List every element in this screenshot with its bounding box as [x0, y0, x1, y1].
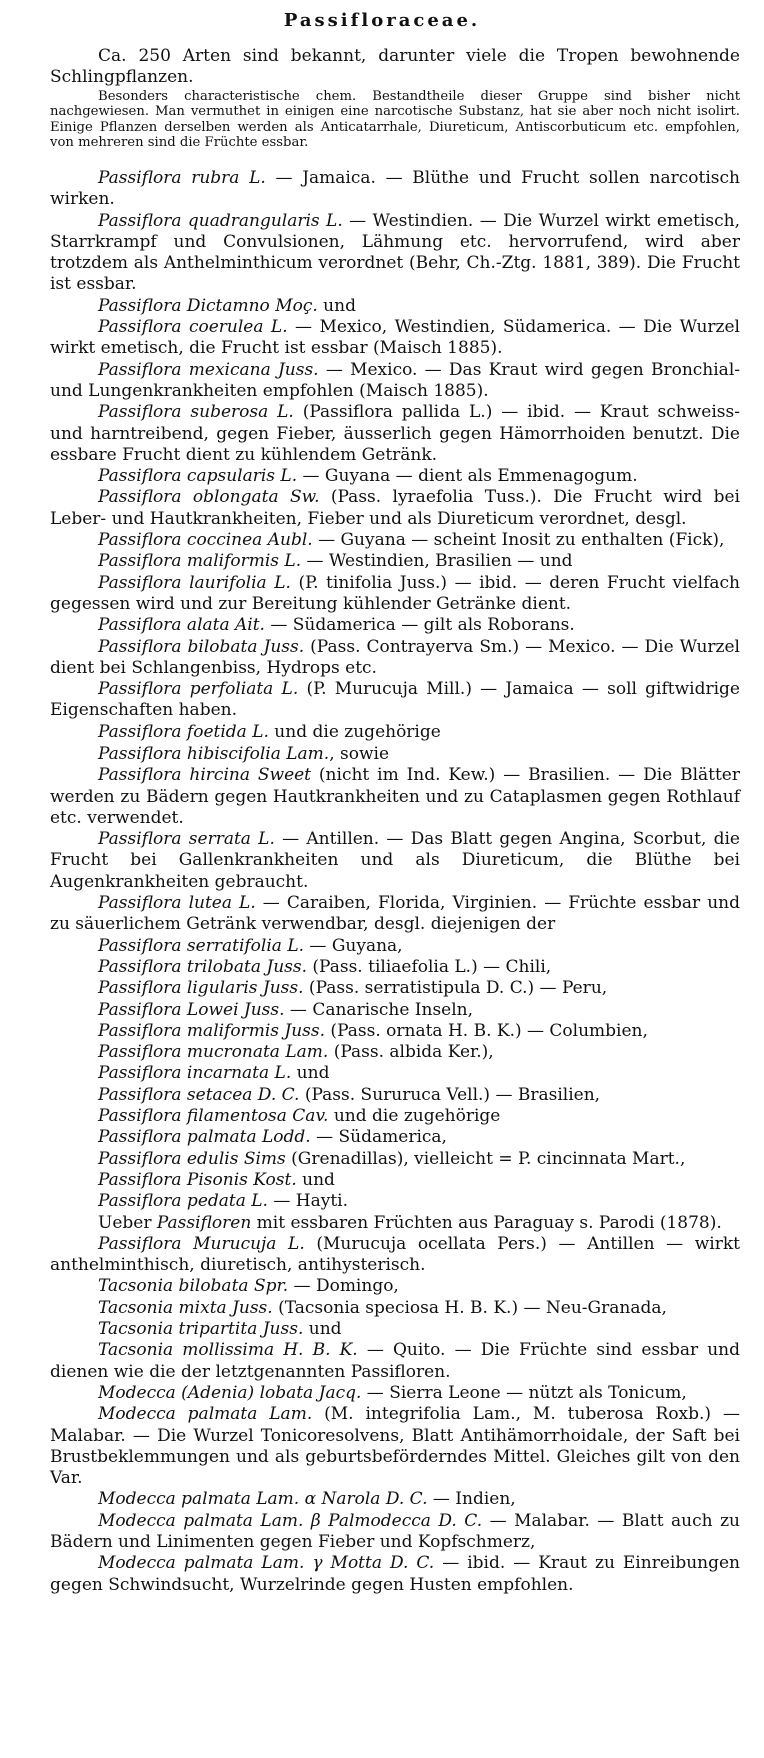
entry-paragraph [50, 1191, 740, 1212]
entry-paragraph [50, 1340, 740, 1383]
entry-paragraph [50, 551, 740, 572]
species-name: Passiflora ligularis Juss. [98, 978, 304, 999]
entry-paragraph [50, 1404, 740, 1489]
species-name: Passiflora incarnata L. [98, 1063, 292, 1084]
species-name: Tacsonia bilobata Spr. [98, 1276, 289, 1297]
entry-text: (Pass. lyraefolia Tuss.). Die Frucht wird bei Leber- und Hautkrankheiten, Fieber und als Diureticum verordnet, desgl. [50, 487, 740, 529]
entry-paragraph [50, 573, 740, 616]
entry-paragraph [50, 466, 740, 487]
species-name: Modecca palmata Lam. α Narola D. C. [98, 1489, 428, 1510]
intro-section [50, 46, 740, 151]
species-name: Passiflora mexicana Juss. [98, 359, 319, 380]
entry-text: und [317, 295, 356, 316]
entry-paragraph [50, 1213, 740, 1234]
entry-paragraph [50, 317, 740, 360]
entry-paragraph [50, 487, 740, 530]
entry-paragraph [50, 978, 740, 999]
species-name: Passiflora hibiscifolia Lam. [98, 744, 330, 764]
species-name: Passiflora foetida L. [98, 721, 269, 742]
entry-text: (P. tinifolia Juss.) — ibid. — deren Frucht vielfach gegessen wird und zur Bereitung kühlender Getränke dient. [50, 572, 740, 614]
entry-text: — ibid. — Kraut zu Einreibungen gegen Schwindsucht, Wurzelrinde gegen Husten empfohlen. [50, 1553, 740, 1595]
entry-text: (nicht im Ind. Kew.) — Brasilien. — Die Blätter werden zu Bädern gegen Hautkrankheiten und zu Cataplasmen gegen Rothlauf etc. verwendet. [50, 765, 740, 828]
entry-text: (Passiflora pallida L.) — ibid. — Kraut schweiss- und harntreibend, gegen Fieber, äusserlich gegen Hämorrhoiden benutzt. Die essbare Frucht dient zu kühlendem Getränk. [50, 402, 740, 465]
species-name: Passiflora hircina Sweet [98, 765, 312, 786]
entry-text: mit essbaren Früchten aus Paraguay s. Parodi (1878). [251, 1212, 722, 1233]
species-name: Passiflora coerulea L. [98, 317, 288, 338]
species-name: Passiflora coccinea Aubl. [98, 530, 313, 551]
entry-paragraph [50, 1553, 740, 1596]
species-name: Passiflora Murucuja L. [98, 1233, 305, 1254]
entry-paragraph [50, 722, 740, 743]
species-name: Passiflora laurifolia L. [98, 572, 291, 593]
species-name: Passiflora oblongata Sw. [98, 487, 320, 508]
species-name: Passiflora Pisonis Kost. [98, 1169, 297, 1190]
entry-paragraph [50, 1000, 740, 1021]
entry-paragraph [50, 1319, 740, 1340]
entry-text: (Grenadillas), vielleicht = P. cincinnata Mart., [285, 1148, 686, 1169]
species-name: Passiflora alata Ait. [98, 615, 265, 636]
species-name: Passiflora edulis Sims [98, 1148, 286, 1169]
species-name: Passifloren [156, 1212, 252, 1233]
species-name: Passiflora perfoliata L. [98, 679, 299, 700]
species-name: Passiflora capsularis L. [98, 466, 298, 487]
entry-text: — Südamerica — gilt als Roborans. [264, 615, 575, 636]
species-name: Passiflora serrata L. [98, 829, 275, 850]
entry-paragraph [50, 1170, 740, 1191]
entry-paragraph [50, 679, 740, 722]
entry-paragraph [50, 1149, 740, 1170]
entry-paragraph [50, 530, 740, 551]
species-name: Passiflora rubra L. [98, 168, 266, 188]
species-name: Tacsonia mollissima H. B. K. [98, 1340, 358, 1361]
entry-text: (Tacsonia speciosa H. B. K.) — Neu-Granada, [272, 1297, 667, 1318]
entry-paragraph [50, 1063, 740, 1084]
entry-paragraph [50, 829, 740, 893]
entry-text: — Südamerica, [310, 1127, 447, 1148]
entry-text: und die zugehörige [328, 1106, 501, 1127]
entry-paragraph [50, 1085, 740, 1106]
entry-text: — Jamaica. — Blüthe und Frucht sollen narcotisch wirken. [50, 168, 740, 210]
entry-text: — Canarische Inseln, [284, 999, 474, 1020]
entry-text: und [291, 1063, 330, 1084]
species-name: Passiflora serratifolia L. [98, 935, 305, 956]
species-name: Passiflora maliformis L. [98, 551, 302, 572]
entry-paragraph [50, 744, 740, 765]
entry-prefix: Ueber [98, 1212, 157, 1233]
entry-paragraph [50, 893, 740, 936]
entry-text: — Guyana — scheint Inosit zu enthalten (Fick), [312, 530, 725, 551]
species-name: Passiflora mucronata Lam. [98, 1042, 329, 1063]
entry-text: — Malabar. — Blatt auch zu Bädern und Linimenten gegen Fieber und Kopfschmerz, [50, 1510, 740, 1552]
entry-text: , sowie [329, 744, 390, 764]
entry-text: — Guyana, [304, 935, 403, 956]
entry-text: — Westindien. — Die Wurzel wirkt emetisch, Starrkrampf und Convulsionen, Lähmung etc. hervorrufend, wird aber trotzdem als Anthelminthicum verordnet (Behr, Ch.-Ztg. 1881, 389). Die Frucht ist essbar. [50, 210, 740, 295]
entry-paragraph [50, 1511, 740, 1554]
note-paragraph: Besonders characteristische chem. Bestandtheile dieser Gruppe sind bisher nicht nachgewiesen. Man vermuthet in einigen eine narcotische Substanz, hat sie aber noch nicht isolirt. Einige Pflanzen derselben werden als Anticatarrhale, Diureticum, Antiscorbuticum etc. empfohlen, von mehreren sind die Früchte essbar. [50, 88, 740, 151]
species-name: Passiflora Dictamno Moç. [98, 295, 318, 316]
species-name: Passiflora trilobata Juss. [98, 956, 308, 977]
entry-paragraph [50, 1106, 740, 1127]
entry-text: — Guyana — dient als Emmenagogum. [297, 466, 638, 487]
entry-paragraph [50, 168, 740, 211]
species-name: Modecca palmata Lam. β Palmodecca D. C. [98, 1510, 483, 1531]
entry-paragraph [50, 360, 740, 403]
entry-paragraph [50, 1042, 740, 1063]
species-name: Tacsonia tripartita Juss. [98, 1319, 304, 1340]
entry-paragraph [50, 765, 740, 829]
entry-text: — Caraiben, Florida, Virginien. — Früchte essbar und zu säuerlichem Getränk verwendbar, desgl. diejenigen der [50, 893, 740, 935]
entries-block-2 [50, 744, 740, 1596]
entry-paragraph [50, 936, 740, 957]
entry-paragraph [50, 296, 740, 317]
entry-paragraph [50, 1489, 740, 1510]
entry-paragraph [50, 957, 740, 978]
intro-paragraph: Ca. 250 Arten sind bekannt, darunter viele die Tropen bewohnende Schlingpflanzen. [50, 46, 740, 88]
species-name: Modecca (Adenia) lobata Jacq. [98, 1382, 362, 1403]
entry-paragraph [50, 615, 740, 636]
entry-text: — Mexico, Westindien, Südamerica. — Die Wurzel wirkt emetisch, die Frucht ist essbar (Maisch 1885). [50, 317, 740, 359]
entry-paragraph [50, 1127, 740, 1148]
species-name: Passiflora setacea D. C. [98, 1084, 300, 1105]
page-title: Passifloraceae. [283, 10, 481, 31]
entry-text: (Pass. Sururuca Vell.) — Brasilien, [299, 1084, 601, 1105]
entry-paragraph [50, 1383, 740, 1404]
entry-paragraph [50, 1234, 740, 1277]
entry-paragraph [50, 1298, 740, 1319]
entry-text: (Pass. albida Ker.), [328, 1042, 494, 1063]
species-name: Modecca palmata Lam. γ Motta D. C. [98, 1553, 435, 1574]
species-name: Passiflora pedata L. [98, 1191, 268, 1212]
entry-text: — Antillen. — Das Blatt gegen Angina, Scorbut, die Frucht bei Gallenkrankheiten und als Diureticum, die Blüthe bei Augenkrankheiten gebraucht. [50, 829, 740, 892]
entry-text: (Pass. tiliaefolia L.) — Chili, [307, 956, 552, 977]
entry-text: — Indien, [427, 1489, 516, 1510]
entry-text: — Westindien, Brasilien — und [301, 551, 573, 572]
species-name: Passiflora palmata Lodd. [98, 1127, 311, 1148]
species-name: Passiflora maliformis Juss. [98, 1020, 326, 1041]
species-name: Passiflora bilobata Juss. [98, 636, 305, 657]
entry-paragraph [50, 637, 740, 680]
species-name: Modecca palmata Lam. [98, 1404, 313, 1425]
species-name: Passiflora quadrangularis L. [98, 210, 343, 231]
entry-text: und [303, 1319, 342, 1340]
entries-block-1 [50, 168, 740, 743]
entry-text: (M. integrifolia Lam., M. tuberosa Roxb.) — Malabar. — Die Wurzel Tonicoresolvens, Blatt Antihämorrhoidale, der Saft bei Brustbeklemmungen und als geburtsbeförderndes Mittel. Gleiches gilt von den Var. [50, 1404, 740, 1489]
entry-text: — Hayti. [267, 1191, 349, 1212]
entry-text: und die zugehörige [268, 721, 441, 742]
entry-text: und [296, 1169, 335, 1190]
entry-text: (P. Murucuja Mill.) — Jamaica — soll giftwidrige Eigenschaften haben. [50, 679, 740, 721]
entry-text: (Pass. ornata H. B. K.) — Columbien, [325, 1020, 648, 1041]
entry-text: — Domingo, [288, 1276, 399, 1297]
entry-paragraph [50, 1021, 740, 1042]
entry-paragraph [50, 402, 740, 466]
entry-text: (Pass. Contrayerva Sm.) — Mexico. — Die Wurzel dient bei Schlangenbiss, Hydrops etc. [50, 636, 740, 678]
entry-paragraph [50, 1276, 740, 1297]
entry-text: — Mexico. — Das Kraut wird gegen Bronchial- und Lungenkrankheiten empfohlen (Maisch 1885). [50, 359, 741, 401]
entry-text: — Quito. — Die Früchte sind essbar und dienen wie die der letztgenannten Passifloren. [50, 1340, 740, 1382]
species-name: Passiflora suberosa L. [98, 402, 294, 423]
entry-text: (Pass. serratistipula D. C.) — Peru, [303, 978, 608, 999]
entry-text: (Murucuja ocellata Pers.) — Antillen — wirkt anthelminthisch, diuretisch, antihysterisch. [50, 1233, 740, 1276]
species-name: Tacsonia mixta Juss. [98, 1297, 273, 1318]
species-name: Passiflora lutea L. [98, 893, 256, 914]
species-name: Passiflora filamentosa Cav. [98, 1106, 329, 1127]
entry-text: — Sierra Leone — nützt als Tonicum, [361, 1382, 687, 1403]
entry-paragraph [50, 211, 740, 296]
species-name: Passiflora Lowei Juss. [98, 999, 285, 1020]
